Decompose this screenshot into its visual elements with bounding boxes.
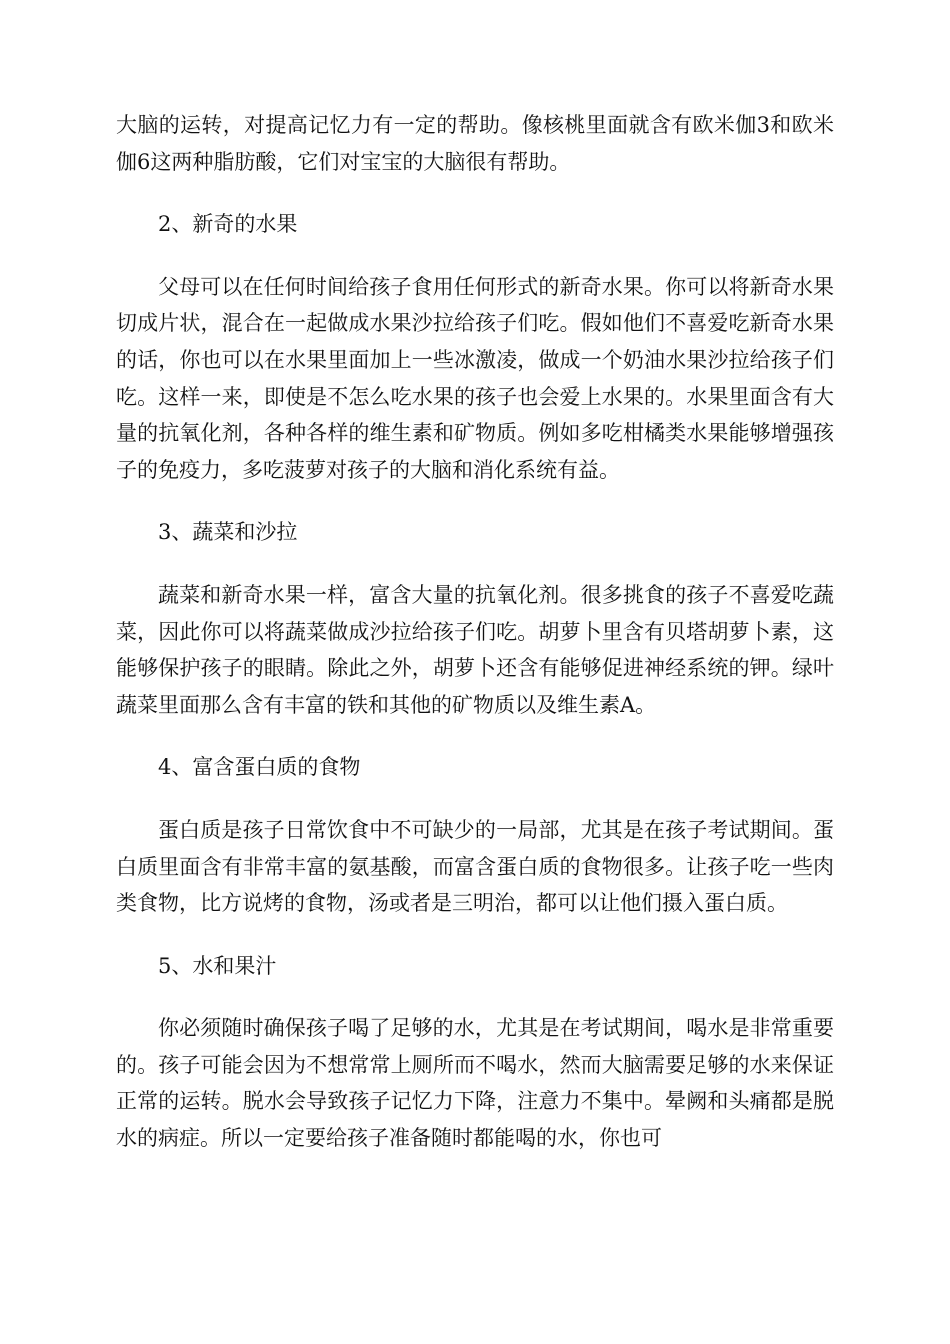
paragraph-water-juice: 你必须随时确保孩子喝了足够的水，尤其是在考试期间，喝水是非常重要的。孩子可能会因为不想常常上厕所而不喝水，然而大脑需要足够的水来保证正常的运转。脱水会导致孩子记忆力下降，注意力不集中。晕阙和头痛都是脱水的病症。所以一定要给孩子准备随时都能喝的水，你也可 <box>116 1016 834 1151</box>
heading-protein: 4、富含蛋白质的食物 <box>158 755 361 780</box>
spacer <box>116 180 834 206</box>
spacer <box>116 723 834 749</box>
spacer <box>116 922 834 948</box>
spacer <box>116 984 834 1010</box>
heading-water-juice: 5、水和果汁 <box>158 953 277 978</box>
paragraph-brain-intro: 大脑的运转，对提高记忆力有一定的帮助。像核桃里面就含有欧米伽3和欧米伽6这两种脂肪酸，它们对宝宝的大脑很有帮助。 <box>116 113 834 174</box>
paragraph-fruit: 父母可以在任何时间给孩子食用任何形式的新奇水果。你可以将新奇水果切成片状，混合在一起做成水果沙拉给孩子们吃。假如他们不喜爱吃新奇水果的话，你也可以在水果里面加上一些冰激凌，做成一个奶油水果沙拉给孩子们吃。这样一来，即使是不怎么吃水果的孩子也会爱上水果的。水果里面含有大量的抗氧化剂，各种各样的维生素和矿物质。例如多吃柑橘类水果能够增强孩子的免疫力，多吃菠萝对孩子的大脑和消化系统有益。 <box>116 274 834 482</box>
heading-fruit: 2、新奇的水果 <box>158 212 298 237</box>
paragraph-vegetables: 蔬菜和新奇水果一样，富含大量的抗氧化剂。很多挑食的孩子不喜爱吃蔬菜，因此你可以将蔬菜做成沙拉给孩子们吃。胡萝卜里含有贝塔胡萝卜素，这能够保护孩子的眼睛。除此之外，胡萝卜还含有能够促进神经系统的钾。绿叶蔬菜里面那么含有丰富的铁和其他的矿物质以及维生素A。 <box>116 582 834 717</box>
spacer <box>116 551 834 577</box>
heading-vegetables: 3、蔬菜和沙拉 <box>158 520 298 545</box>
document-page <box>116 107 834 1157</box>
paragraph-protein: 蛋白质是孩子日常饮食中不可缺少的一局部，尤其是在孩子考试期间。蛋白质里面含有非常丰富的氨基酸，而富含蛋白质的食物很多。让孩子吃一些肉类食物，比方说烤的食物，汤或者是三明治，都可以让他们摄入蛋白质。 <box>116 817 834 916</box>
spacer <box>116 786 834 812</box>
spacer <box>116 488 834 514</box>
spacer <box>116 243 834 269</box>
